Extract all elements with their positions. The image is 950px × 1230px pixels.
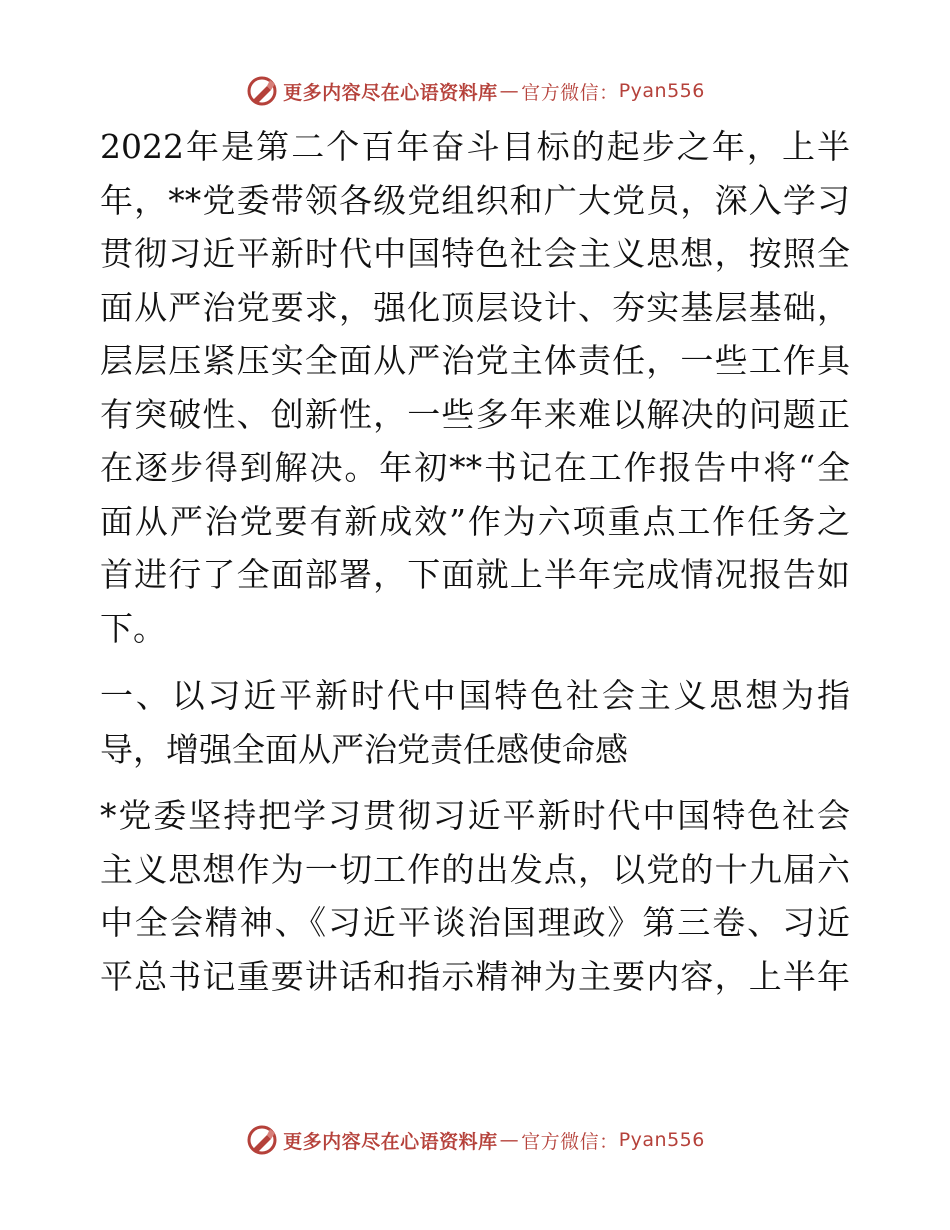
text-line: 主义思想作为一切工作的出发点，以党的十九届六 <box>100 849 850 889</box>
text-line: 2022年是第二个百年奋斗目标的起步之年，上半 <box>100 127 850 166</box>
header-watermark-banner <box>0 74 950 108</box>
section-heading-1 <box>100 669 850 776</box>
paragraph-intro <box>100 120 850 655</box>
text-line: 面从严治党要有新成效”作为六项重点工作任务之 <box>100 501 850 541</box>
heading-line: 一、以习近平新时代中国特色社会主义思想为指 <box>100 676 850 715</box>
text-line: 贯彻习近平新时代中国特色社会主义思想，按照全 <box>100 234 850 273</box>
text-line: 平总书记重要讲话和指示精神为主要内容，上半年 <box>100 956 850 996</box>
header-separator: — <box>499 80 520 102</box>
text-line: 层层压紧压实全面从严治党主体责任，一些工作具 <box>100 341 850 380</box>
text-line: *党委坚持把学习贯彻习近平新时代中国特色社会 <box>100 796 850 835</box>
pen-logo-icon <box>245 74 279 108</box>
text-line: 在逐步得到解决。年初**书记在工作报告中将“全 <box>100 448 850 487</box>
header-wechat-label: 官方微信： <box>521 81 619 104</box>
text-line: 首进行了全面部署，下面就上半年完成情况报告如 <box>100 555 850 594</box>
pen-logo-icon <box>245 1123 279 1157</box>
text-line: 有突破性、创新性，一些多年来难以解决的问题正 <box>100 394 850 434</box>
footer-watermark-banner <box>0 1123 950 1157</box>
header-brand-text: 更多内容尽在心语资料库 <box>283 81 498 104</box>
paragraph-section-1 <box>100 789 850 1003</box>
header-wechat-id: Pyan556 <box>618 80 705 102</box>
footer-wechat-id: Pyan556 <box>618 1129 705 1151</box>
text-line: 面从严治党要求，强化顶层设计、夯实基层基础， <box>100 287 850 327</box>
footer-wechat-label: 官方微信： <box>521 1130 619 1153</box>
text-line: 下。 <box>100 608 166 648</box>
document-body <box>100 120 850 1003</box>
footer-separator: — <box>499 1129 520 1151</box>
text-line: 中全会精神、《习近平谈治国理政》第三卷、习近 <box>100 903 850 942</box>
footer-brand-text: 更多内容尽在心语资料库 <box>283 1130 498 1153</box>
text-line: 年，**党委带领各级党组织和广大党员，深入学习 <box>100 180 850 220</box>
heading-line: 导，增强全面从严治党责任感使命感 <box>100 729 628 769</box>
